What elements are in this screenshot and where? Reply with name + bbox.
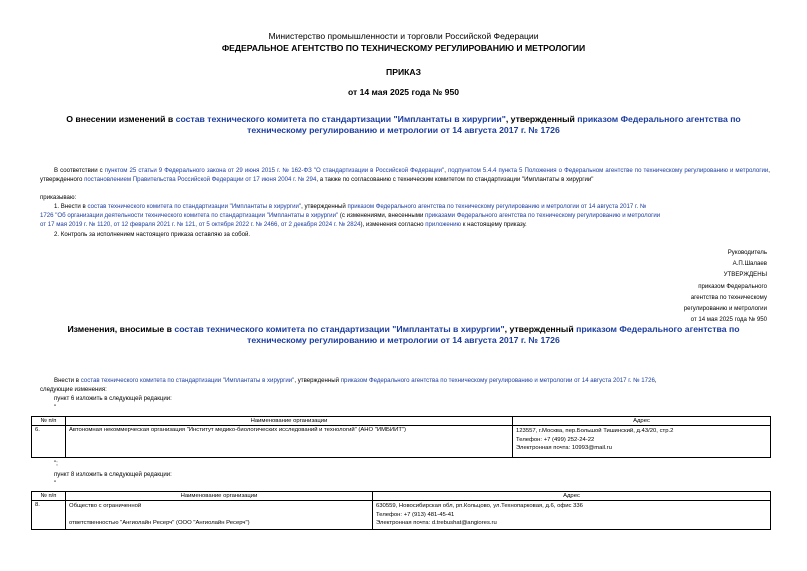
order-1726-link[interactable]: техническому регулированию и метрологии от 14 августа 2017 г. № 1726 bbox=[247, 125, 560, 135]
row-number: 8. bbox=[32, 501, 66, 530]
col-header-org: Наименование организации bbox=[66, 417, 513, 426]
item-1-line2 bbox=[40, 211, 770, 220]
item-1 bbox=[40, 202, 770, 211]
text: , утвержденный bbox=[294, 377, 341, 384]
decree-294-link[interactable]: постановлением Правительства Российской Федерации от 17 июня 2004 г. № 294 bbox=[84, 176, 317, 184]
org-name-line: Общество с ограниченной bbox=[69, 503, 142, 509]
document-type: ПРИКАЗ bbox=[386, 67, 421, 77]
approval-line: агентства по техническому bbox=[690, 293, 767, 301]
approved-label: УТВЕРЖДЕНЫ bbox=[723, 271, 767, 279]
signature-block bbox=[567, 247, 767, 325]
text: 1. Внести в bbox=[54, 203, 88, 210]
order-1726-link[interactable]: приказом Федерального агентства по техническому регулированию и метрологии от 14 августа 2017 г. № 1726 bbox=[340, 377, 655, 384]
point-6-label: пункт 6 изложить в следующей редакции: bbox=[54, 395, 172, 402]
text: , утвержденный bbox=[301, 203, 348, 210]
phone-line: Телефон: +7 (499) 252-24-22 bbox=[516, 436, 595, 443]
preamble-paragraph bbox=[40, 166, 770, 184]
col-header-num: № п/п bbox=[32, 417, 66, 426]
text: (с изменениями, внесенными bbox=[338, 212, 426, 219]
regulation-link[interactable]: подпунктом 5.4.4 пункта 5 Положения о Федеральном агентстве по bbox=[447, 167, 642, 174]
text: , утвержденного bbox=[40, 167, 770, 184]
appendix-link[interactable]: приложению bbox=[425, 221, 462, 228]
document-date: от 14 мая 2025 года № 950 bbox=[347, 87, 460, 97]
quote-open: " bbox=[54, 480, 57, 487]
address-line: 123557, г.Москва, пер.Большой Тишинский, д.43/20, стр.2 bbox=[516, 428, 674, 434]
approval-line: регулированию и метрологии bbox=[683, 305, 767, 313]
changes-title bbox=[40, 324, 767, 346]
table-point-6 bbox=[31, 416, 771, 458]
table-row bbox=[32, 426, 771, 458]
title-text: , утвержденный bbox=[504, 324, 577, 334]
table-row bbox=[32, 501, 771, 530]
order-1726-link[interactable]: техническому регулированию и метрологии от 14 августа 2017 г. № 1726 bbox=[247, 335, 560, 345]
law-162-link[interactable]: пунктом 25 статьи 9 Федерального закона от 29 июня 2015 г. № 162-ФЗ "О стандартизации в Российской Федерации" bbox=[104, 167, 445, 174]
approval-line: приказом Федерального bbox=[698, 282, 767, 290]
text: , bbox=[444, 167, 448, 174]
text: к настоящему приказу. bbox=[461, 221, 527, 228]
table-point-8 bbox=[31, 491, 771, 530]
col-header-address: Адрес bbox=[513, 417, 771, 426]
col-header-org: Наименование организации bbox=[66, 492, 373, 501]
email-line: Электронная почта: 10993@mail.ru bbox=[516, 445, 612, 451]
org-name: Автономная некоммерческая организация "Институт медико-биологических исследований и технологий" (АНО "ИМБИИТ") bbox=[66, 426, 513, 458]
address-line: 630559, Новосибирская обл, рп.Кольцово, ул.Технопарковая, д.6, офис 336 bbox=[376, 503, 583, 509]
changes-intro bbox=[40, 376, 770, 385]
text: , bbox=[654, 377, 657, 384]
text: ), изменения согласно bbox=[360, 221, 426, 228]
org-address bbox=[373, 501, 771, 530]
org-address bbox=[513, 426, 771, 458]
quote-close: "; bbox=[54, 460, 58, 467]
quote-open: " bbox=[54, 404, 57, 411]
signer-role: Руководитель bbox=[727, 249, 767, 256]
changes-intro-cont: следующие изменения: bbox=[40, 386, 107, 393]
committee-link[interactable]: состав технического комитета по стандартизации "Имплантаты в хирургии" bbox=[87, 203, 302, 210]
item-2: 2. Контроль за исполнением настоящего приказа оставляю за собой. bbox=[54, 231, 251, 238]
signer-name: А.П.Шалаев bbox=[732, 260, 767, 268]
committee-link[interactable]: состав технического комитета по стандартизации "Имплантаты в хирургии" bbox=[175, 114, 506, 124]
committee-link[interactable]: состав технического комитета по стандартизации "Имплантаты в хирургии" bbox=[80, 377, 295, 384]
title-text: Изменения, вносимые в bbox=[67, 324, 175, 334]
org-name-line: ответственностью "Ангиолайн Ресерч" (ООО "Ангиолайн Ресерч") bbox=[69, 519, 250, 526]
email-line: Электронная почта: d.trebushat@angiores.ru bbox=[376, 520, 497, 526]
regulation-link[interactable]: техническому регулированию и метрологии bbox=[643, 167, 769, 174]
col-header-num: № п/п bbox=[32, 492, 66, 501]
text: Внести в bbox=[54, 377, 81, 384]
order-1726-link[interactable]: приказом Федерального агентства по bbox=[576, 324, 740, 334]
text: В соответствии с bbox=[54, 167, 105, 174]
phone-line: Телефон: +7 (913) 481-45-41 bbox=[376, 511, 455, 518]
order-word: приказываю: bbox=[40, 194, 77, 201]
point-8-label: пункт 8 изложить в следующей редакции: bbox=[54, 471, 172, 478]
title-text: О внесении изменений в bbox=[66, 114, 176, 124]
title-text: , утвержденный bbox=[505, 114, 578, 124]
amendments-link[interactable]: от 17 мая 2019 г. № 1120, от 12 февраля 2021 г. № 121, от 5 октября 2022 г. № 2466, от 2 декабря 2024 г. № 2824 bbox=[40, 221, 361, 228]
order-title bbox=[40, 114, 767, 136]
item-1-line3 bbox=[40, 220, 770, 229]
approval-line: от 14 мая 2025 года № 950 bbox=[690, 316, 767, 324]
ministry-name: Министерство промышленности и торговли Российской Федерации bbox=[268, 31, 539, 41]
text: "Имплантаты в хирургии" bbox=[521, 176, 594, 184]
col-header-address: Адрес bbox=[373, 492, 771, 501]
order-1726-link[interactable]: 1726 "Об организации деятельности технического комитета по стандартизации "Имплантаты в хирургии" bbox=[40, 212, 339, 219]
amendments-link[interactable]: приказами Федерального агентства по техническому регулированию и метрологии bbox=[425, 212, 661, 219]
agency-name: ФЕДЕРАЛЬНОЕ АГЕНТСТВО ПО ТЕХНИЧЕСКОМУ РЕГУЛИРОВАНИЮ И МЕТРОЛОГИИ bbox=[221, 43, 586, 53]
text: , а также по согласованию с техническим комитетом по стандартизации bbox=[316, 176, 521, 184]
order-1726-link[interactable]: приказом Федерального агентства по техническому регулированию и метрологии от 14 августа 2017 г. № bbox=[347, 203, 647, 210]
row-number: 6. bbox=[32, 426, 66, 458]
committee-link[interactable]: состав технического комитета по стандартизации "Имплантаты в хирургии" bbox=[174, 324, 505, 334]
org-name bbox=[66, 501, 373, 530]
order-1726-link[interactable]: приказом Федерального агентства по bbox=[577, 114, 741, 124]
